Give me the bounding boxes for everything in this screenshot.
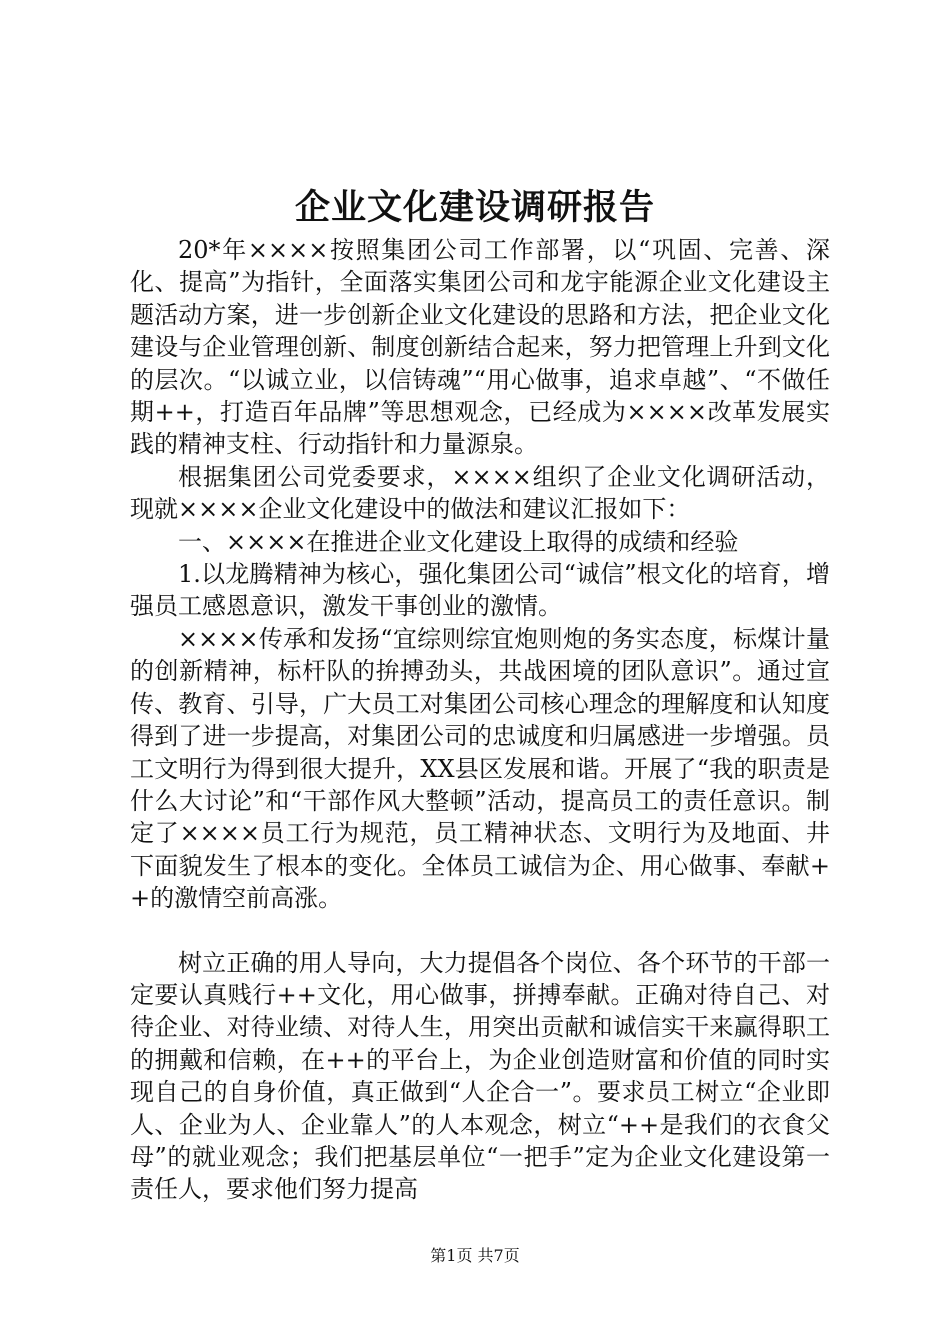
paragraph-summary: 根据集团公司党委要求，××××组织了企业文化调研活动，现就××××企业文化建设中的做法和建议汇报如下： — [130, 462, 830, 524]
subsection-heading-1: 1.以龙腾精神为核心，强化集团公司“诚信”根文化的培育，增强员工感恩意识，激发干事创业的激情。 — [130, 560, 830, 621]
paragraph-talent: 树立正确的用人导向，大力提倡各个岗位、各个环节的干部一定要认真贱行++文化，用心做事，拼搏奉献。正确对待自己、对待企业、对待业绩、对待人生，用突出贡献和诚信实干来赢得职工的拥戴和信赖，在++的平台上，为企业创造财富和价值的同时实现自己的自身价值，真正做到“人企合一”。要求员工树立“企业即人、企业为人、企业靠人”的人本观念，树立“++是我们的衣食父母”的就业观念；我们把基层单位“一把手”定为企业文化建设第一责任人，要求他们努力提高 — [130, 948, 830, 1204]
section-heading-1: 一、××××在推进企业文化建设上取得的成绩和经验 — [178, 527, 739, 556]
document-title: 企业文化建设调研报告 — [294, 187, 655, 228]
paragraph-spirit: ××××传承和发扬“宜综则综宜炮则炮的务实态度，标煤计量的创新精神，标杆队的拚搏劲头，共战困境的团队意识”。通过宣传、教育、引导，广大员工对集团公司核心理念的理解度和认知度得到了进一步提高，对集团公司的忠诚度和归属感进一步增强。员工文明行为得到很大提升，XX县区发展和谐。开展了“我的职责是什么大讨论”和“干部作风大整顿”活动，提高员工的责任意识。制定了××××员工行为规范，员工精神状态、文明行为及地面、井下面貌发生了根本的变化。全体员工诚信为企、用心做事、奉献++的激情空前高涨。 — [130, 624, 830, 913]
page-number-footer: 第1页 共7页 — [430, 1246, 520, 1265]
paragraph-intro: 20*年××××按照集团公司工作部署，以“巩固、完善、深化、提高”为指针，全面落实集团公司和龙宇能源企业文化建设主题活动方案，进一步创新企业文化建设的思路和方法，把企业文化建设与企业管理创新、制度创新结合起来，努力把管理上升到文化的层次。“以诚立业，以信铸魂”“用心做事，追求卓越”、“不做任期++，打造百年品牌”等思想观念，已经成为××××改革发展实践的精神支柱、行动指针和力量源泉。 — [130, 236, 830, 459]
document-body — [130, 234, 830, 1206]
